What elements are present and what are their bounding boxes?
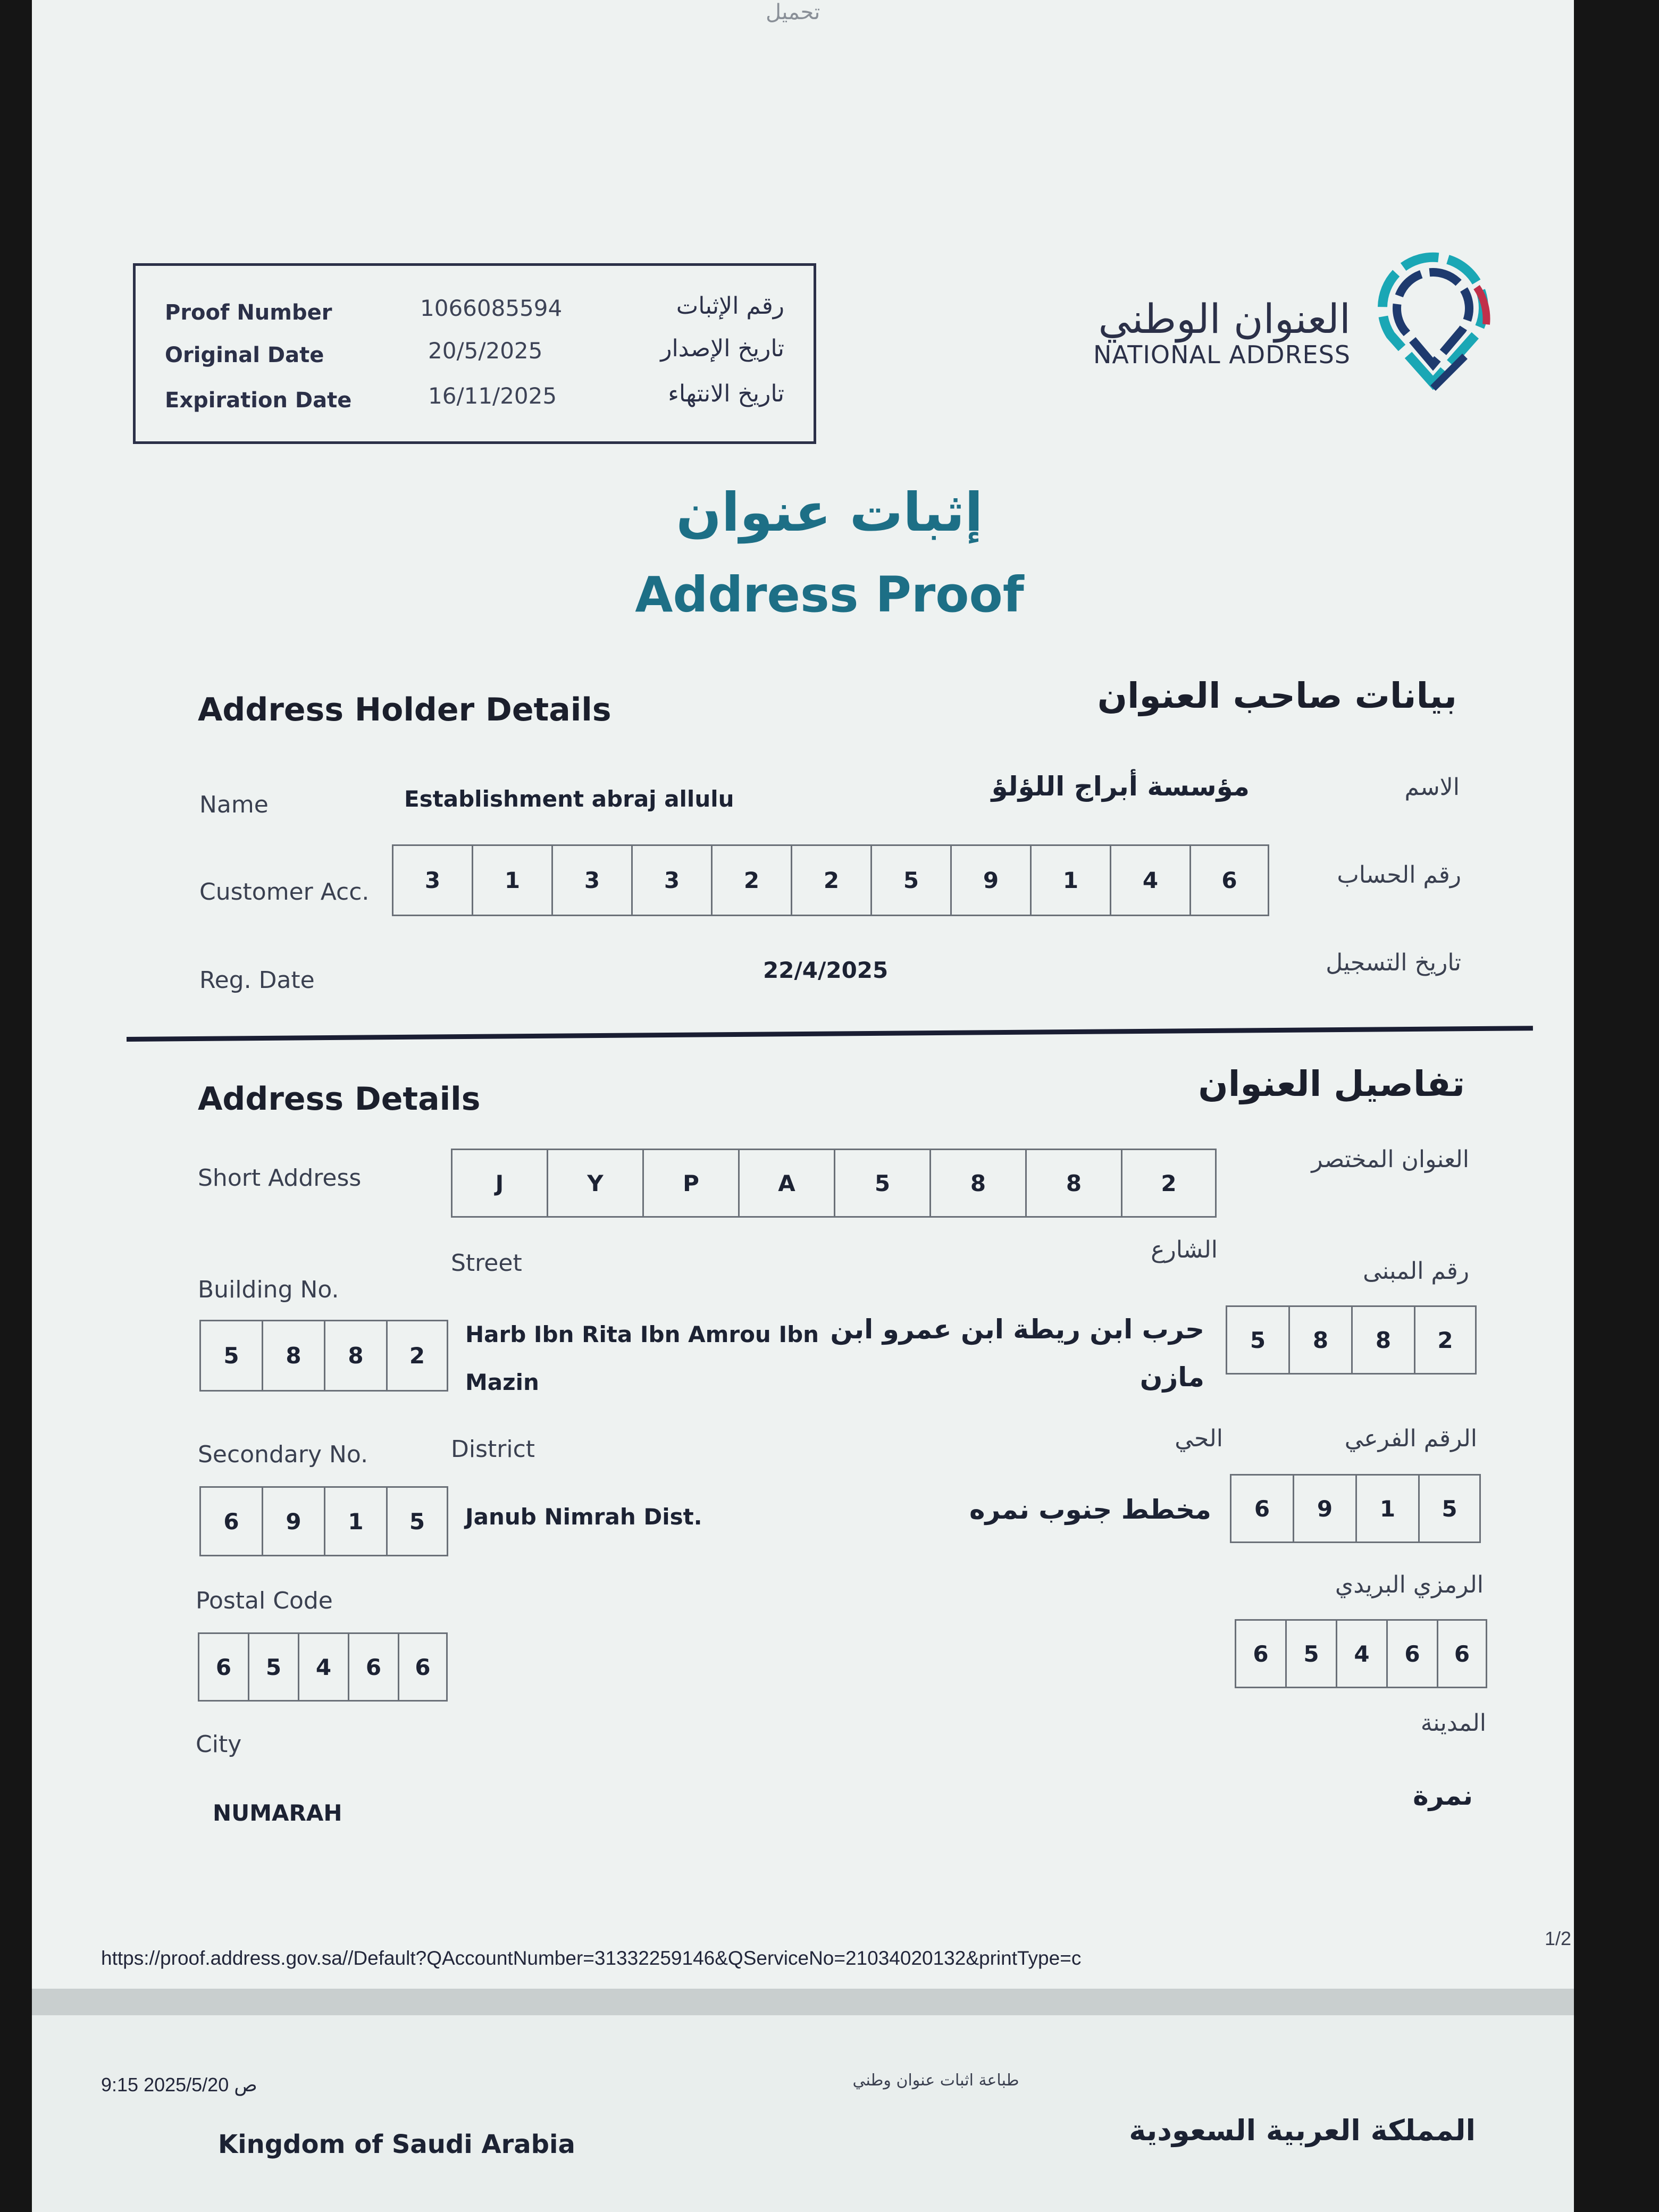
name-label: Name xyxy=(199,791,269,818)
district-label: District xyxy=(451,1436,535,1463)
postal-digit: 5 xyxy=(248,1632,298,1702)
address-section-title-ar: تفاصيل العنوان xyxy=(1198,1063,1465,1104)
postal-digit: 6 xyxy=(1235,1619,1285,1688)
print-caption-ar: طباعة اثبات عنوان وطني xyxy=(852,2071,1019,2090)
secondary-digit: 6 xyxy=(1230,1474,1293,1543)
account-digit: 4 xyxy=(1110,844,1189,916)
customer-account-digits xyxy=(392,844,1269,916)
title-english: Address Proof xyxy=(635,566,1024,623)
proof-number-label: Proof Number xyxy=(165,300,332,325)
kingdom-arabic: المملكة العربية السعودية xyxy=(1129,2114,1476,2147)
city-label: City xyxy=(196,1731,242,1758)
address-section-title: Address Details xyxy=(198,1080,481,1118)
postal-digit: 4 xyxy=(1336,1619,1386,1688)
short-address-char: 2 xyxy=(1121,1149,1217,1218)
name-value: Establishment abraj allulu xyxy=(404,786,734,812)
building-no-digits-ar xyxy=(1226,1305,1477,1375)
short-address-char: P xyxy=(642,1149,738,1218)
account-digit: 1 xyxy=(472,844,551,916)
postal-digit: 6 xyxy=(398,1632,448,1702)
expiration-date-label-ar: تاريخ الانتهاء xyxy=(668,380,784,407)
city-label-ar: المدينة xyxy=(1420,1710,1486,1737)
secondary-no-digits-ar xyxy=(1230,1474,1481,1543)
expiration-date-value: 16/11/2025 xyxy=(428,383,557,409)
print-timestamp: 9:15 2025/5/20 ص xyxy=(101,2074,257,2096)
postal-digit: 4 xyxy=(298,1632,348,1702)
district-value: Janub Nimrah Dist. xyxy=(465,1504,702,1530)
building-digit: 8 xyxy=(1351,1305,1414,1375)
holder-section-title: Address Holder Details xyxy=(198,691,611,728)
proof-number-value: 1066085594 xyxy=(420,295,563,321)
city-value-ar: نمرة xyxy=(1413,1780,1473,1811)
original-date-label-ar: تاريخ الإصدار xyxy=(660,335,784,362)
original-date-value: 20/5/2025 xyxy=(428,338,543,364)
postal-digit: 5 xyxy=(1285,1619,1336,1688)
building-no-label-ar: رقم المبنى xyxy=(1363,1258,1469,1285)
account-digit: 3 xyxy=(631,844,711,916)
short-address-label: Short Address xyxy=(198,1164,362,1192)
short-address-char: 5 xyxy=(834,1149,929,1218)
district-value-ar: مخطط جنوب نمره xyxy=(969,1494,1211,1525)
secondary-digit: 5 xyxy=(386,1486,448,1556)
street-value: Harb Ibn Rita Ibn Amrou Ibn Mazin xyxy=(465,1321,819,1395)
short-address-chars xyxy=(451,1149,1217,1218)
street-value-ar-line2: مازن xyxy=(1139,1362,1204,1393)
top-caption: تحميل xyxy=(766,0,820,24)
account-digit: 2 xyxy=(791,844,870,916)
postal-digit: 6 xyxy=(348,1632,398,1702)
logo-arabic: العنوان الوطني xyxy=(1098,295,1351,342)
city-value: NUMARAH xyxy=(213,1800,342,1826)
postal-code-digits xyxy=(198,1632,448,1702)
name-label-ar: الاسم xyxy=(1404,774,1460,801)
original-date-label: Original Date xyxy=(165,343,324,367)
postal-code-label-ar: الرمزي البريدي xyxy=(1335,1571,1484,1598)
national-address-logo xyxy=(1042,250,1521,420)
account-digit: 6 xyxy=(1189,844,1269,916)
building-digit: 8 xyxy=(262,1320,324,1392)
building-digit: 8 xyxy=(1288,1305,1351,1375)
expiration-date-label: Expiration Date xyxy=(165,388,352,413)
building-no-label: Building No. xyxy=(198,1276,339,1303)
proof-number-label-ar: رقم الإثبات xyxy=(676,292,784,320)
kingdom-english: Kingdom of Saudi Arabia xyxy=(218,2130,575,2159)
account-digit: 5 xyxy=(870,844,950,916)
building-digit: 5 xyxy=(199,1320,262,1392)
street-label: Street xyxy=(451,1250,522,1277)
secondary-no-label-ar: الرقم الفرعي xyxy=(1344,1425,1477,1452)
reg-date-label-ar: تاريخ التسجيل xyxy=(1326,949,1461,976)
account-digit: 1 xyxy=(1030,844,1110,916)
account-digit: 3 xyxy=(551,844,631,916)
reg-date-value: 22/4/2025 xyxy=(763,957,889,983)
street-value-ar xyxy=(822,1305,1204,1401)
logo-english: NATIONAL ADDRESS xyxy=(1093,340,1351,369)
customer-account-label: Customer Acc. xyxy=(199,878,370,906)
building-digit: 2 xyxy=(1414,1305,1477,1375)
street-value-ar-line1: حرب ابن ريطة ابن عمرو ابن xyxy=(830,1314,1204,1345)
short-address-char: A xyxy=(738,1149,834,1218)
page-number: 1/2 xyxy=(1545,1928,1572,1949)
secondary-no-digits xyxy=(199,1486,448,1556)
secondary-digit: 1 xyxy=(1355,1474,1418,1543)
postal-digit: 6 xyxy=(198,1632,248,1702)
holder-section-title-ar: بيانات صاحب العنوان xyxy=(1097,675,1457,716)
customer-account-label-ar: رقم الحساب xyxy=(1337,861,1461,889)
print-url: https://proof.address.gov.sa//Default?QAccountNumber=3133225914​6&QServiceNo=2103402013​2&printType=c xyxy=(101,1947,1082,1969)
postal-digit: 6 xyxy=(1386,1619,1437,1688)
account-digit: 2 xyxy=(711,844,791,916)
building-digit: 5 xyxy=(1226,1305,1288,1375)
secondary-digit: 6 xyxy=(199,1486,262,1556)
location-pin-icon xyxy=(1353,250,1513,415)
building-digit: 8 xyxy=(324,1320,386,1392)
proof-info-box xyxy=(133,263,816,444)
short-address-char: 8 xyxy=(1025,1149,1121,1218)
short-address-char: 8 xyxy=(929,1149,1025,1218)
secondary-digit: 9 xyxy=(1293,1474,1355,1543)
account-digit: 3 xyxy=(392,844,472,916)
title-arabic: إثبات عنوان xyxy=(676,481,983,543)
postal-code-label: Postal Code xyxy=(196,1587,333,1614)
secondary-no-label: Secondary No. xyxy=(198,1441,368,1468)
street-label-ar: الشارع xyxy=(1151,1236,1218,1263)
short-address-label-ar: العنوان المختصر xyxy=(1311,1146,1469,1173)
reg-date-label: Reg. Date xyxy=(199,967,315,994)
district-label-ar: الحي xyxy=(1175,1425,1223,1452)
short-address-char: J xyxy=(451,1149,547,1218)
name-value-ar: مؤسسة أبراج اللؤلؤ xyxy=(991,771,1250,802)
postal-code-digits-ar xyxy=(1235,1619,1487,1688)
postal-digit: 6 xyxy=(1437,1619,1487,1688)
secondary-digit: 1 xyxy=(324,1486,386,1556)
secondary-digit: 9 xyxy=(262,1486,324,1556)
page-divider xyxy=(32,1989,1574,2015)
short-address-char: Y xyxy=(547,1149,642,1218)
secondary-digit: 5 xyxy=(1418,1474,1481,1543)
building-no-digits xyxy=(199,1320,448,1392)
building-digit: 2 xyxy=(386,1320,448,1392)
account-digit: 9 xyxy=(950,844,1030,916)
